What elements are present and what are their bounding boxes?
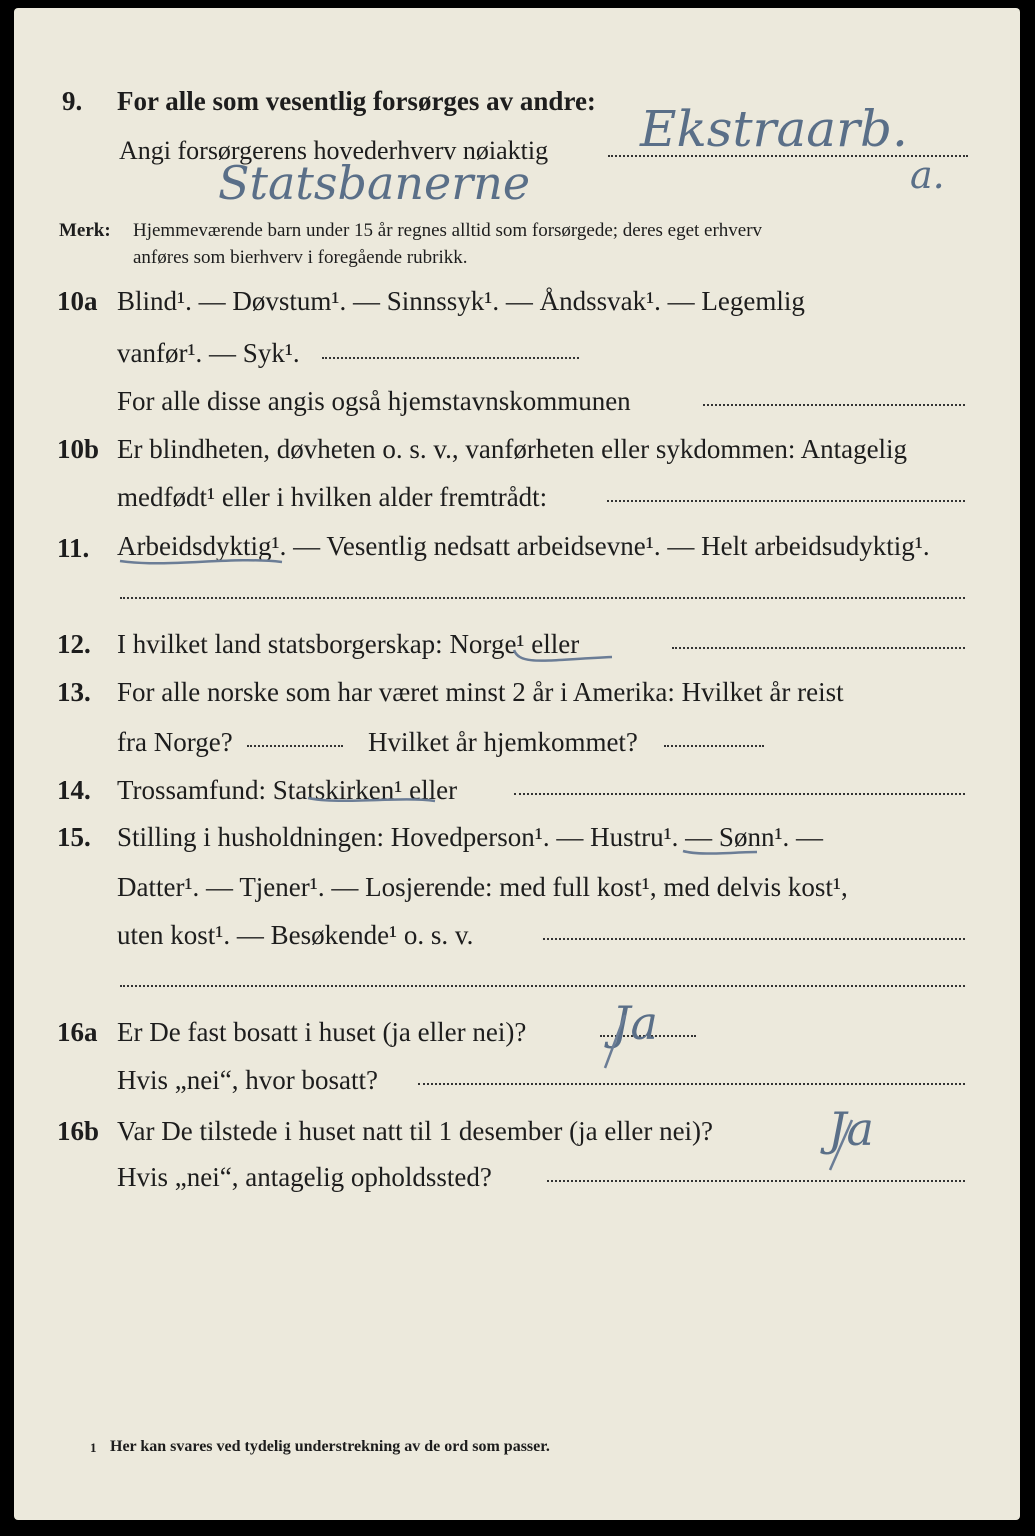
merk-line-2: anføres som bierhverv i foregående rubrikk.: [133, 247, 468, 268]
q10b-line-1: Er blindheten, døvheten o. s. v., vanførheten eller sykdommen: Antagelig: [117, 434, 908, 464]
q9-heading: For alle som vesentlig forsørges av andre:: [117, 86, 596, 116]
q16b-line-1: Var De tilstede i huset natt til 1 desember (ja eller nei)?: [117, 1116, 714, 1146]
q10a-line-3: For alle disse angis også hjemstavnskommunen: [117, 386, 631, 416]
q10b-number: 10b: [57, 434, 100, 464]
underline-arbeidsdyktig: [120, 560, 282, 563]
q16b-handwritten-answer: Ja: [828, 1102, 874, 1156]
merk-label: Merk:: [59, 220, 111, 241]
q9-handwritten-employer: Statsbanerne: [218, 156, 531, 210]
stroke-16a: [605, 1015, 625, 1068]
q15-line-1: Stilling i husholdningen: Hovedperson¹. — Hustru¹. — Sønn¹. —: [117, 822, 824, 852]
q15-line-2: Datter¹. — Tjener¹. — Losjerende: med full kost¹, med delvis kost¹,: [117, 872, 848, 902]
q9-handwritten-suffix: a.: [910, 153, 945, 197]
q15-number: 15.: [57, 822, 91, 852]
q10a-line-2: vanfør¹. — Syk¹.: [117, 338, 300, 368]
q13-line-2a: fra Norge?: [117, 727, 233, 757]
q16a-line-1: Er De fast bosatt i huset (ja eller nei)?: [117, 1017, 527, 1047]
merk-line-1: Hjemmeværende barn under 15 år regnes alltid som forsørgede; deres eget erhverv: [133, 220, 763, 241]
q9-number: 9.: [62, 86, 83, 116]
q14-number: 14.: [57, 775, 91, 805]
q11-number: 11.: [57, 533, 90, 563]
q16a-handwritten-answer: Ja: [612, 996, 658, 1050]
q16b-number: 16b: [57, 1116, 100, 1146]
q12-line-1: I hvilket land statsborgerskap: Norge¹ eller: [117, 629, 580, 659]
q10b-line-2: medfødt¹ eller i hvilken alder fremtrådt:: [117, 482, 548, 512]
stroke-16b: [830, 1120, 852, 1170]
q9-label: Angi forsørgerens hovederhverv nøiaktig: [119, 136, 549, 165]
q15-line-3: uten kost¹. — Besøkende¹ o. s. v.: [117, 920, 474, 950]
q10a-number: 10a: [57, 286, 98, 316]
underline-statskirken: [308, 798, 435, 801]
q16a-line-2: Hvis „nei“, hvor bosatt?: [117, 1065, 378, 1095]
q13-number: 13.: [57, 677, 91, 707]
q14-line-1: Trossamfund: Statskirken¹ eller: [117, 775, 458, 805]
q10a-line-1: Blind¹. — Døvstum¹. — Sinnssyk¹. — Åndssvak¹. — Legemlig: [117, 286, 805, 316]
q13-line-1: For alle norske som har været minst 2 år i Amerika: Hvilket år reist: [117, 677, 844, 707]
q11-line-1: Arbeidsdyktig¹. — Vesentlig nedsatt arbeidsevne¹. — Helt arbeidsudyktig¹.: [117, 531, 930, 561]
underline-norge: [514, 650, 612, 661]
q12-number: 12.: [57, 629, 91, 659]
footnote-text: Her kan svares ved tydelig understrekning av de ord som passer.: [110, 1438, 550, 1455]
q16b-line-2: Hvis „nei“, antagelig opholdssted?: [117, 1162, 492, 1192]
q13-line-2b: Hvilket år hjemkommet?: [368, 727, 638, 757]
q9-handwritten-occupation: Ekstraarb.: [640, 100, 908, 158]
footnote-mark: 1: [90, 1440, 97, 1455]
underline-hustru: [683, 851, 757, 854]
q16a-number: 16a: [57, 1017, 98, 1047]
